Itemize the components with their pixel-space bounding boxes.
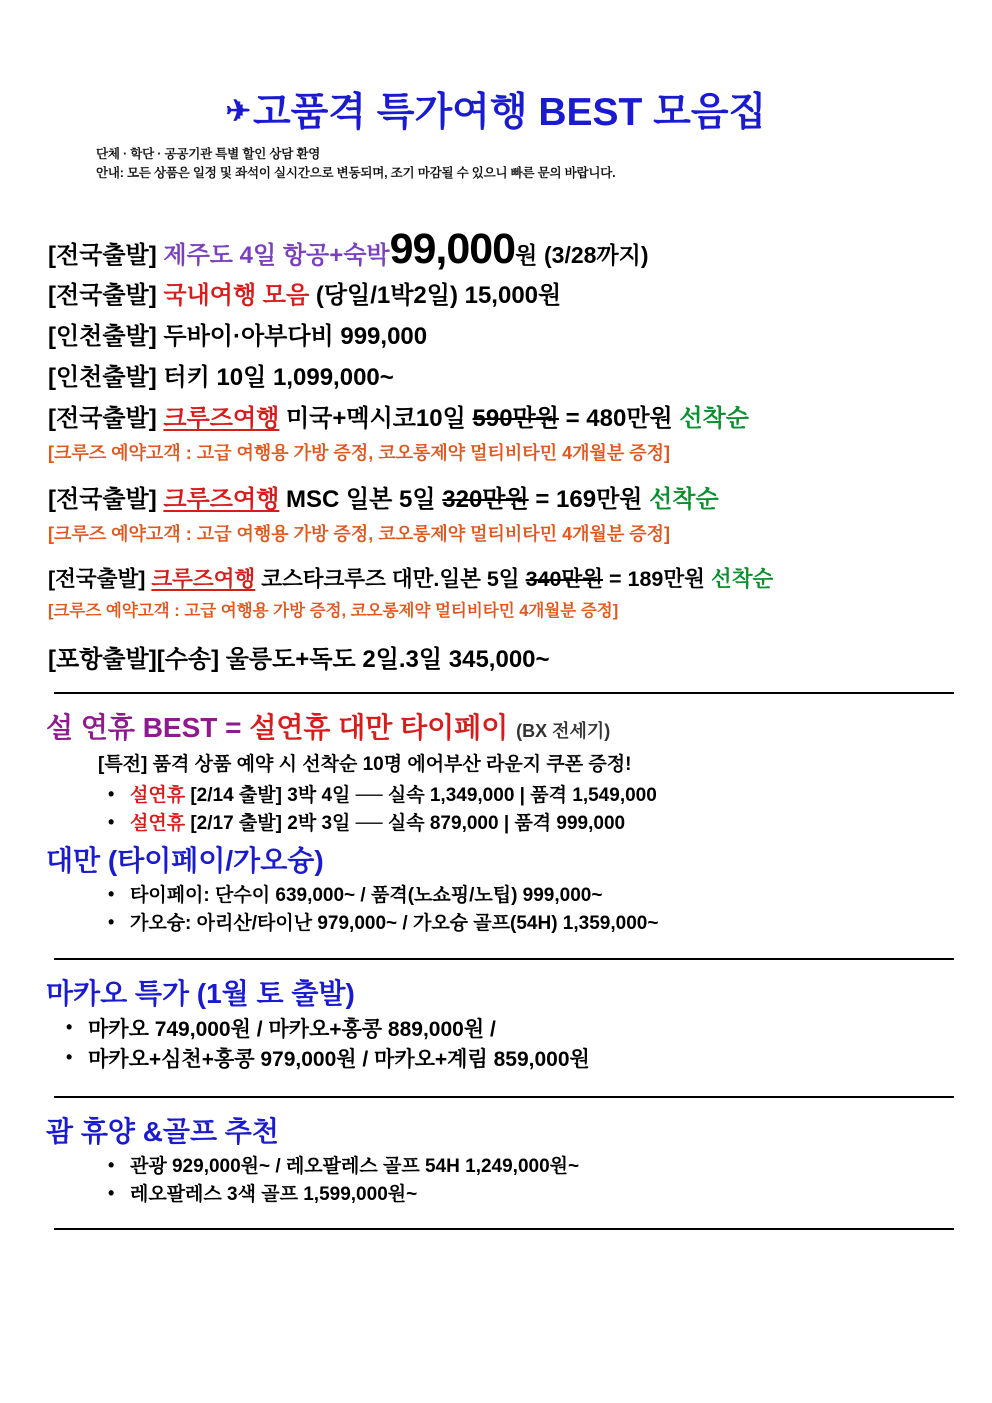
deal-tag: [전국출발] (48, 404, 157, 432)
deal-name: 제주도 4일 항공+숙박 (163, 241, 390, 269)
deal-row (48, 404, 952, 432)
header-subline-2: 안내: 모든 상품은 일정 및 좌석이 실시간으로 변동되며, 조기 마감될 수 있으니 빠른 문의 바랍니다. (96, 166, 616, 181)
item-separator: | (519, 785, 525, 806)
section-subtitle: [특전] 품격 상품 예약 시 선착순 10명 에어부산 라운지 쿠폰 증정! (98, 754, 632, 775)
section-item-list (40, 882, 952, 937)
deal-equals: = (565, 404, 580, 432)
item-label: 설연휴 (130, 785, 186, 806)
deal-badge: 선착순 (649, 485, 719, 513)
list-item (104, 782, 952, 810)
item-separator: | (503, 812, 510, 834)
item-label: 타이페이: (130, 885, 210, 907)
list-item (104, 910, 952, 938)
item-label: 설연휴 (130, 812, 186, 834)
item-option-1: 실속 1,349,000 (387, 785, 515, 806)
item-label: 가오슝: (130, 913, 192, 934)
item-dash: ── (355, 812, 383, 834)
deal-row (48, 645, 952, 673)
deal-badge: 선착순 (710, 566, 774, 591)
section-title (40, 978, 952, 1009)
item-text: 아리산/타이난 979,000~ / 가오슝 골프(54H) 1,359,000~ (196, 913, 659, 934)
deal-name: 국내여행 모음 (163, 281, 310, 309)
section-title (40, 845, 952, 876)
deal-equals: = (535, 485, 550, 513)
deal-tag: [전국출발] (48, 485, 157, 513)
section-macau (40, 978, 952, 1076)
deal-badge: 선착순 (679, 404, 749, 432)
deal-old-price: 340만원 (525, 566, 603, 591)
page-title-text: 고품격 특가여행 BEST 모음집 (252, 91, 767, 134)
deal-name: 코스타크루즈 대만.일본 5일 (261, 566, 520, 591)
deal-tag: [인천출발] (48, 322, 157, 350)
divider (54, 1228, 954, 1230)
deal-old-price: 320만원 (442, 485, 529, 513)
deal-name: MSC 일본 5일 (286, 485, 436, 513)
divider (54, 958, 954, 960)
header-sublines (40, 145, 952, 184)
section-title (40, 1116, 952, 1147)
deal-cruise-label: 크루즈여행 (163, 404, 280, 432)
list-item (62, 1015, 952, 1045)
deal-detail: (당일/1박2일) 15,000원 (315, 281, 562, 309)
deal-note: [크루즈 예약고객 : 고급 여행용 가방 증정, 코오롱제약 멀티비타민 4개월분 증정] (48, 442, 671, 463)
deal-new-price: 480만원 (586, 404, 673, 432)
deal-note: [크루즈 예약고객 : 고급 여행용 가방 증정, 코오롱제약 멀티비타민 4개월분 증정] (48, 602, 619, 621)
airplane-icon: ✈ (225, 95, 251, 128)
list-item (104, 1153, 952, 1181)
section-title-equals: = (225, 711, 242, 743)
section-title-part-b: 설연휴 대만 타이페이 (249, 711, 509, 743)
section-title-part-a: 설 연휴 BEST (46, 711, 218, 743)
deal-detail: 345,000~ (448, 645, 550, 673)
deal-tag: [전국출발] (48, 566, 146, 591)
list-item (104, 810, 952, 838)
deal-equals: = (608, 566, 622, 591)
divider (54, 1096, 954, 1098)
deal-new-price: 169만원 (556, 485, 643, 513)
deal-list (40, 224, 952, 673)
item-text: 마카오+심천+홍콩 979,000원 / 마카오+계림 859,000원 (88, 1048, 590, 1072)
deal-old-price: 590만원 (472, 404, 559, 432)
item-text: 단수이 639,000~ / 품격(노쇼핑/노팁) 999,000~ (215, 885, 603, 907)
item-text: 관광 929,000원~ / 레오팔레스 골프 54H 1,249,000원~ (130, 1156, 580, 1178)
item-option-2: 품격 1,549,000 (530, 785, 657, 806)
header-subline-1: 단체 · 학단 · 공공기관 특별 할인 상담 환영 (96, 146, 321, 161)
deal-row (48, 363, 952, 391)
deal-deadline: (3/28까지) (544, 241, 649, 268)
deal-price-huge: 99,000 (389, 224, 516, 273)
item-text: 마카오 749,000원 / 마카오+홍콩 889,000원 / (88, 1017, 496, 1041)
deal-row (48, 322, 952, 350)
list-item (62, 1045, 952, 1075)
item-nights: 3박 4일 (287, 785, 351, 806)
section-item-list (40, 1015, 952, 1076)
section-guam (40, 1116, 952, 1208)
page-title (40, 92, 952, 135)
deal-name: 두바이·아부다비 (163, 322, 334, 350)
deal-row (48, 281, 952, 309)
deal-price-unit: 원 (515, 241, 538, 268)
section-title (40, 712, 952, 743)
section-title-part-b: 괌 휴양 &골프 추천 (46, 1115, 279, 1147)
item-text: 레오팔레스 3색 골프 1,599,000원~ (130, 1183, 418, 1205)
deal-detail: 1,099,000~ (273, 363, 394, 391)
deal-name: 미국+멕시코10일 (286, 404, 466, 432)
item-option-1: 실속 879,000 (387, 812, 499, 834)
section-taiwan (40, 845, 952, 937)
list-item (104, 882, 952, 910)
item-date: [2/14 출발] (190, 785, 282, 806)
section-item-list (40, 1153, 952, 1208)
deal-tag: [전국출발] (48, 281, 157, 309)
deal-note: [크루즈 예약고객 : 고급 여행용 가방 증정, 코오롱제약 멀티비타민 4개월분 증정] (48, 523, 671, 544)
deal-row (48, 485, 952, 513)
divider (54, 692, 954, 694)
item-option-2: 품격 999,000 (514, 812, 626, 834)
deal-row (48, 566, 952, 591)
section-title-part-b: 마카오 특가 (1월 토 출발) (46, 977, 355, 1009)
item-nights: 2박 3일 (287, 812, 351, 834)
item-dash: ── (355, 785, 383, 806)
deal-tag: [인천출발] (48, 363, 157, 391)
deal-name: 울릉도+독도 2일.3일 (225, 645, 443, 673)
deal-tag: [전국출발] (48, 241, 157, 269)
section-title-part-b: 대만 (타이페이/가오슝) (46, 845, 324, 877)
section-title-paren: (BX 전세기) (516, 720, 611, 741)
deal-new-price: 189만원 (627, 566, 705, 591)
deal-row (48, 224, 952, 273)
deal-detail: 999,000 (340, 322, 428, 350)
deal-cruise-label: 크루즈여행 (151, 566, 256, 591)
deal-name: 터키 10일 (163, 363, 267, 391)
deal-tag: [포항출발][수송] (48, 645, 220, 673)
section-seollal (40, 712, 952, 837)
item-date: [2/17 출발] (190, 812, 282, 834)
list-item (104, 1181, 952, 1209)
header (40, 0, 952, 184)
deal-cruise-label: 크루즈여행 (163, 485, 280, 513)
section-item-list (40, 782, 952, 837)
